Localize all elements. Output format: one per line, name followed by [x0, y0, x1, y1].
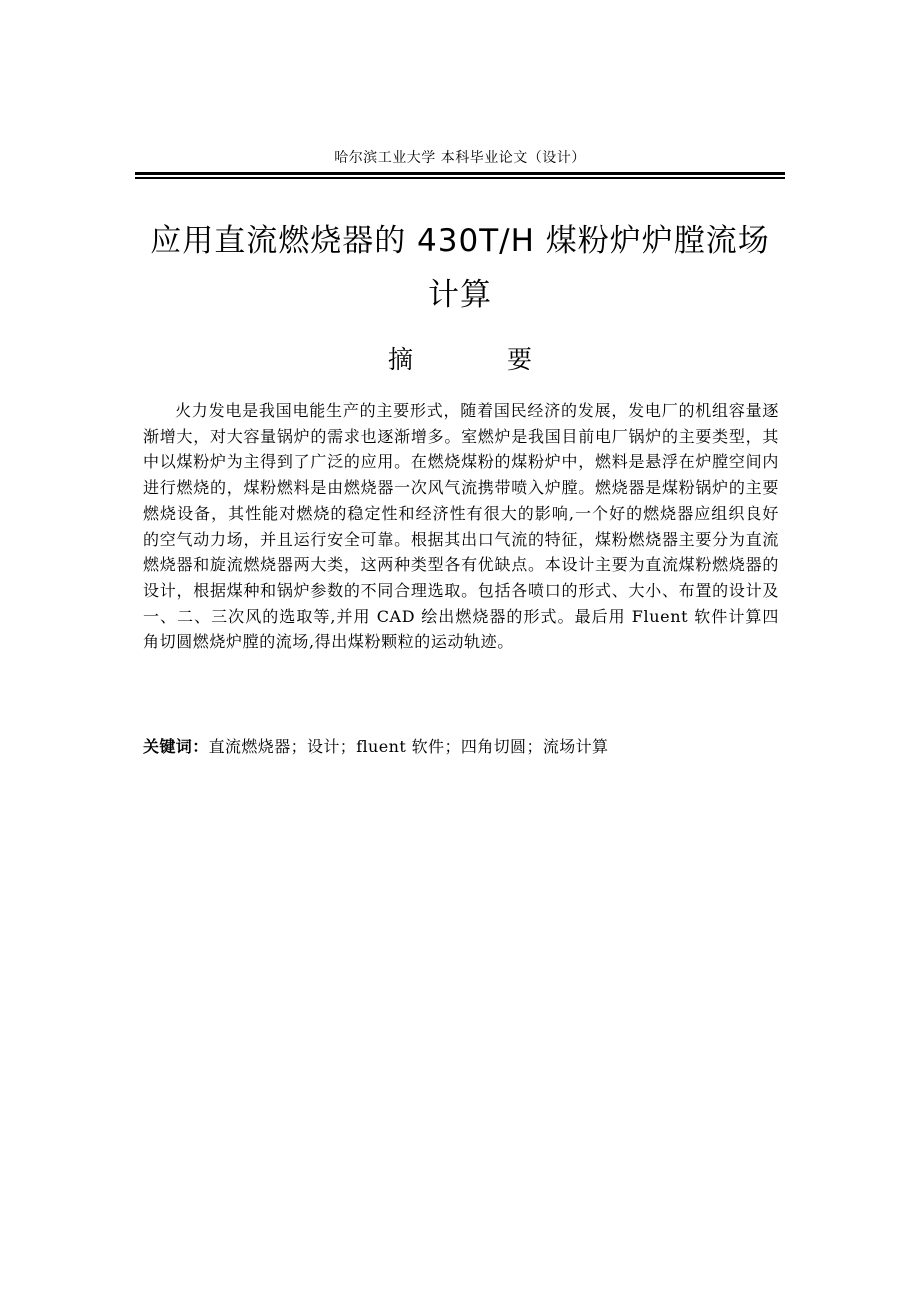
keywords-line [143, 734, 779, 759]
header-rule-thin [135, 177, 785, 179]
keywords-list: 直流燃烧器；设计；fluent 软件；四角切圆；流场计算 [208, 737, 609, 756]
thesis-title: 应用直流燃烧器的 430T/H 煤粉炉炉膛流场计算 [150, 223, 770, 313]
header-double-rule [135, 172, 785, 180]
running-header: 哈尔滨工业大学 本科毕业论文（设计） [334, 150, 586, 166]
abstract-heading: 摘 要 [388, 345, 560, 374]
header-rule-thick [135, 172, 785, 175]
abstract-paragraph: 火力发电是我国电能生产的主要形式，随着国民经济的发展，发电厂的机组容量逐渐增大，对大容量锅炉的需求也逐渐增多。室燃炉是我国目前电厂锅炉的主要类型，其中以煤粉炉为主得到了广泛的应用。在燃烧煤粉的煤粉炉中，燃料是悬浮在炉膛空间内进行燃烧的，煤粉燃料是由燃烧器一次风气流携带喷入炉膛。燃烧器是煤粉锅炉的主要燃烧设备，其性能对燃烧的稳定性和经济性有很大的影响,一个好的燃烧器应组织良好的空气动力场，并且运行安全可靠。根据其出口气流的特征，煤粉燃烧器主要分为直流燃烧器和旋流燃烧器两大类，这两种类型各有优缺点。本设计主要为直流煤粉燃烧器的设计，根据煤种和锅炉参数的不同合理选取。包括各喷口的形式、大小、布置的设计及一、二、三次风的选取等,并用 CAD 绘出燃烧器的形式。最后用 Fluent 软件计算四角切圆燃烧炉膛的流场,得出煤粉颗粒的运动轨迹。 [143, 401, 779, 652]
keywords-label: 关键词： [143, 737, 209, 756]
